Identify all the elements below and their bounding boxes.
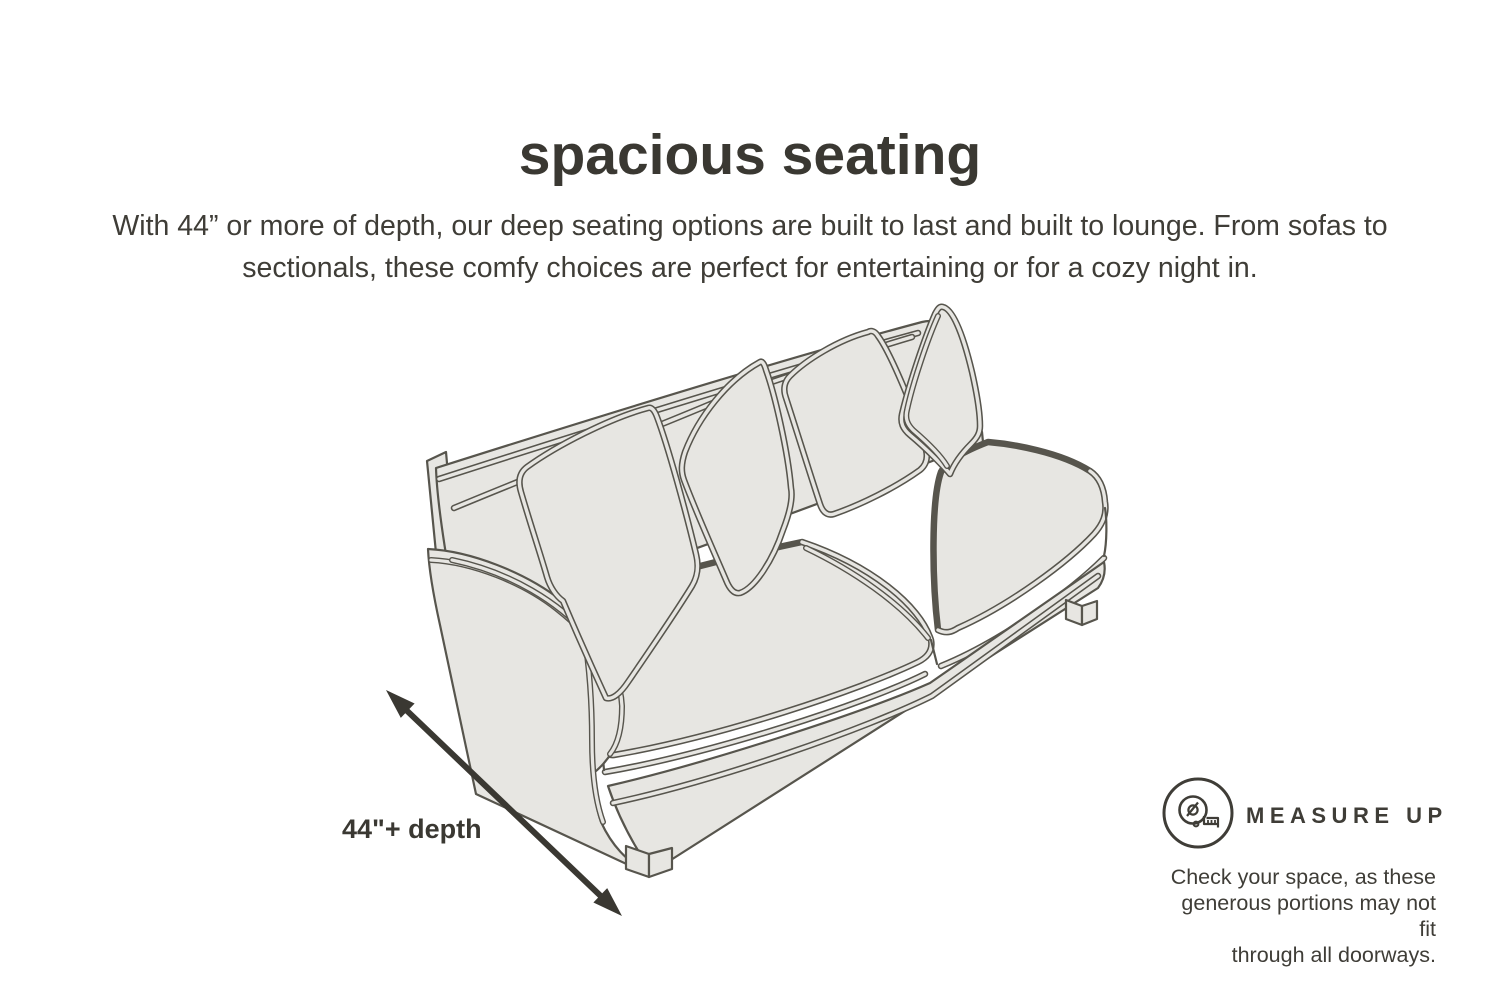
measure-up-section: [1160, 775, 1448, 968]
measure-up-heading: MEASURE UP: [1246, 802, 1448, 828]
seat-cushion-right: [933, 442, 1105, 632]
tape-measure-icon: [1160, 775, 1236, 856]
page-title: spacious seating: [518, 123, 982, 188]
depth-dimension-label: 44"+ depth: [342, 814, 482, 844]
measure-up-note: Check your space, as these generous portions may not fit through all doorways.: [1170, 865, 1436, 967]
intro-paragraph: With 44” or more of depth, our deep seating options are built to last and built to lounge. From sofas to sectionals, these comfy choices are perfect for entertaining or for a cozy night in.: [112, 209, 1388, 284]
